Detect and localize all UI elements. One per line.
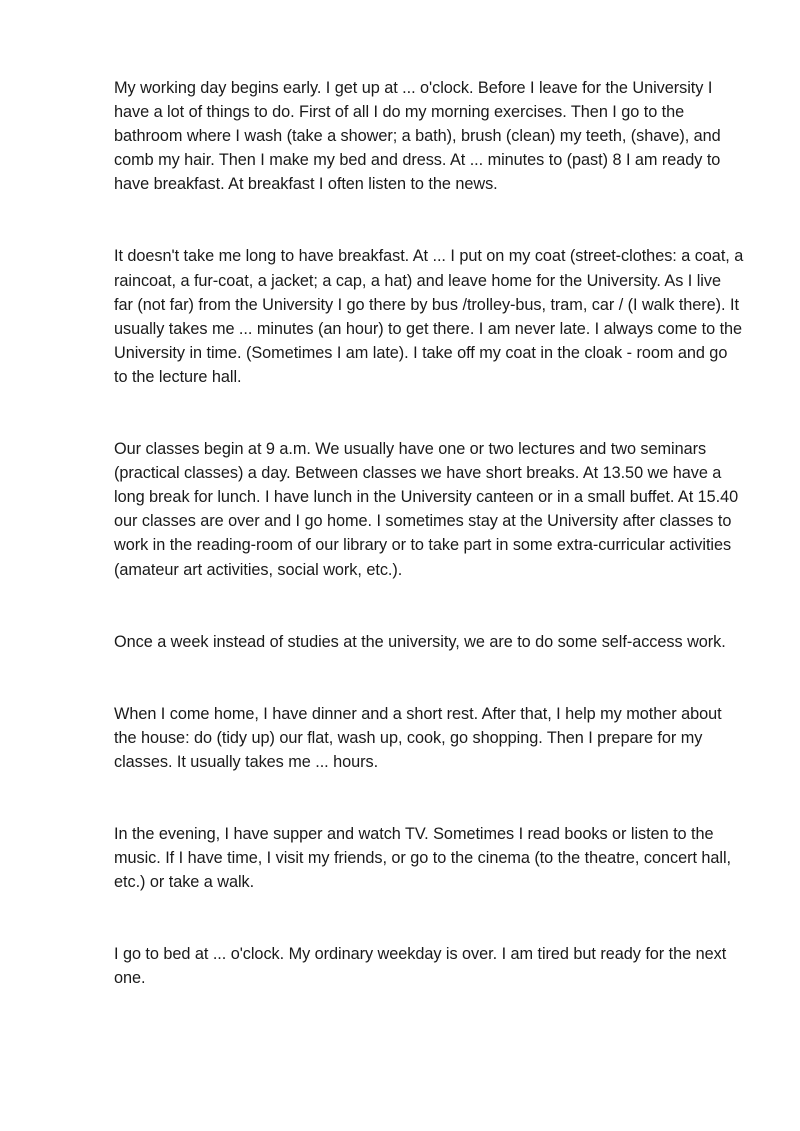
paragraph-self-access-work: Once a week instead of studies at the university, we are to do some self-access work. [114,632,726,651]
paragraph-coming-home: When I come home, I have dinner and a short rest. After that, I help my mother about the house: do (tidy up) our flat, wash up, cook, go shopping. Then I prepare for my classes. It usually takes me ... hours. [114,704,722,771]
paragraph-going-to-university: It doesn't take me long to have breakfast. At ... I put on my coat (street-clothes: a coat, a raincoat, a fur-coat, a jacket; a cap, a hat) and leave home for the University. As I live far (not far) from the University I go there by bus /trolley-bus, tram, car / (I walk there). It usually takes me ... minutes (an hour) to get there. I am never late. I always come to the University in time. (Sometimes I am late). I take off my coat in the cloak - room and go to the lecture hall. [114,247,744,386]
paragraph-morning-routine: My working day begins early. I get up at ... o'clock. Before I leave for the University I have a lot of things to do. First of all I do my morning exercises. Then I go to the bathroom where I wash (take a shower; a bath), brush (clean) my teeth, (shave), and comb my hair. Then I make my bed and dress. At ... minutes to (past) 8 I am ready to have breakfast. At breakfast I often listen to the news. [114,79,721,194]
paragraph-bedtime: I go to bed at ... o'clock. My ordinary weekday is over. I am tired but ready for the next one. [114,945,727,988]
paragraph-evening: In the evening, I have supper and watch TV. Sometimes I read books or listen to the music. If I have time, I visit my friends, or go to the cinema (to the theatre, concert hall, etc.) or take a walk. [114,824,732,892]
document-body [114,76,744,990]
paragraph-classes: Our classes begin at 9 a.m. We usually have one or two lectures and two seminars (practical classes) a day. Between classes we have short breaks. At 13.50 we have a long break for lunch. I have lunch in the University canteen or in a small buffet. At 15.40 our classes are over and I go home. I sometimes stay at the University after classes to work in the reading-room of our library or to take part in some extra-curricular activities (amateur art activities, social work, etc.). [114,440,739,579]
